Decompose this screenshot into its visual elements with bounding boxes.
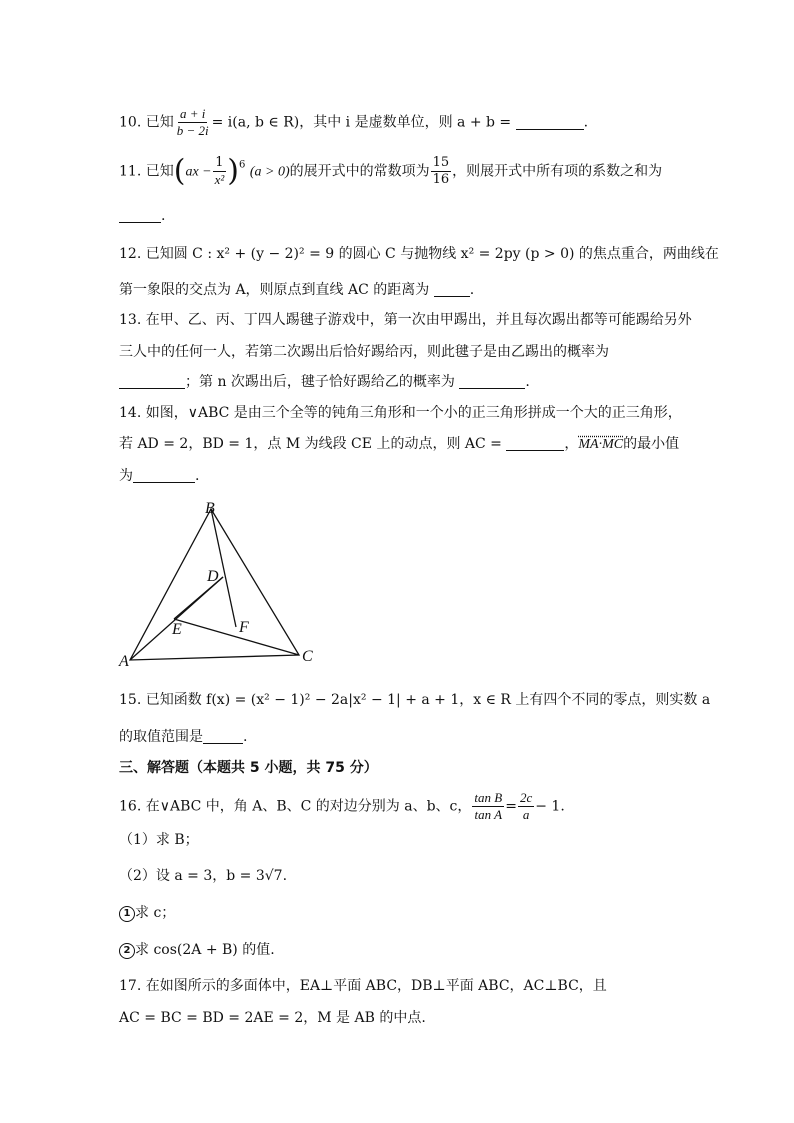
q14-text2c: 的最小值 <box>623 436 680 452</box>
q17-number: 17. <box>119 978 142 994</box>
q12-number: 12. <box>119 246 142 262</box>
q10-frac-num: a + i <box>179 106 206 121</box>
q14-line2 <box>119 434 679 455</box>
q13-answer-blank-1[interactable] <box>119 374 185 389</box>
triangle-figure <box>110 495 330 675</box>
label-d: D <box>207 568 219 585</box>
q11-inner-num: 1 <box>215 155 224 170</box>
q13-text1: 在甲、乙、丙、丁四人踢毽子游戏中，第一次由甲踢出，并且每次踢出都等可能踢给另外 <box>145 312 692 328</box>
q16-sub2 <box>119 940 275 960</box>
q14-answer-blank-2[interactable] <box>133 468 195 483</box>
q16-ratio-fraction <box>518 790 534 823</box>
q15-line1 <box>119 690 710 710</box>
q10-frac-den: b − 2i <box>176 123 209 138</box>
label-b: B <box>205 500 215 517</box>
q10 <box>119 106 588 139</box>
q13-text3: ；第 n 次踢出后，毽子恰好踢给乙的概率为 <box>185 374 455 390</box>
q11-inner-fraction <box>213 155 227 188</box>
circled-number-2: 2 <box>119 943 135 959</box>
q10-mid: = i(a, b ∈ R)，其中 i 是虚数单位，则 a + b = <box>211 114 512 131</box>
q10-fraction <box>175 106 211 139</box>
q13-number: 13. <box>119 312 142 328</box>
q13-answer-blank-2[interactable] <box>459 374 525 389</box>
q14-line3 <box>119 466 199 486</box>
q16-sub1 <box>119 903 175 923</box>
q11-value-fraction <box>431 155 452 188</box>
q14-answer-blank-1[interactable] <box>506 436 564 451</box>
q16-ratio-den: a <box>522 807 530 822</box>
q15-line2 <box>119 727 247 747</box>
q14-vector-product: MA·MC <box>578 437 624 452</box>
label-f: F <box>239 619 249 636</box>
q12-line1 <box>119 244 719 264</box>
q11-answer-line <box>119 206 165 226</box>
q12-text2: 第一象限的交点为 A，则原点到直线 AC 的距离为 <box>119 282 430 298</box>
q13-text2: 三人中的任何一人，若第二次踢出后恰好踢给丙，则此毽子是由乙踢出的概率为 <box>119 344 609 360</box>
q16-eq: = <box>505 798 517 815</box>
q17-line2: AC = BC = BD = 2AE = 2，M 是 AB 的中点. <box>119 1010 426 1026</box>
q11-paren-a: ax − <box>185 164 212 180</box>
q13-line3 <box>119 372 530 392</box>
q16-number: 16. <box>119 798 142 815</box>
q16-part1: （1）求 B； <box>119 832 199 848</box>
q11-exponent: 6 <box>239 159 246 171</box>
q10-prefix: 已知 <box>145 114 174 131</box>
q13-line1 <box>119 310 692 330</box>
label-c: C <box>302 648 313 665</box>
q14-text2b: ， <box>564 436 579 452</box>
q13-end: . <box>525 374 530 390</box>
q14-line1 <box>119 403 682 423</box>
q12-answer-blank[interactable] <box>434 282 470 297</box>
q14-end: . <box>195 468 200 484</box>
q16-tan-num: tan B <box>474 790 503 805</box>
q12-text1: 已知圆 C : x² + (y − 2)² = 9 的圆心 C 与抛物线 x² = 2py (p > 0) 的焦点重合，两曲线在 <box>145 246 719 262</box>
q16-tan-fraction <box>472 790 504 823</box>
q16-stem <box>119 790 565 823</box>
q14-text3: 为 <box>119 468 133 484</box>
q14-text2a: 若 AD = 2，BD = 1，点 M 为线段 CE 上的动点，则 AC = <box>119 436 502 452</box>
label-e: E <box>172 621 182 638</box>
q15-number: 15. <box>119 692 142 708</box>
q15-text2: 的取值范围是 <box>119 729 203 745</box>
q16-ratio-num: 2c <box>519 790 533 805</box>
circled-number-1: 1 <box>119 906 135 922</box>
q15-end: . <box>243 729 248 745</box>
q11-condition: (a > 0) <box>249 164 290 180</box>
q11-value-num: 15 <box>432 155 450 170</box>
q11-number: 11. <box>119 163 142 180</box>
q12-end: . <box>469 282 475 298</box>
q10-number: 10. <box>119 114 142 131</box>
q16-sub2-text: 求 cos(2A + B) 的值. <box>135 942 275 958</box>
q13-line2 <box>119 342 609 362</box>
q16-tail: − 1. <box>535 798 565 815</box>
q16-sub1-text: 求 c； <box>135 905 176 921</box>
q15-answer-blank[interactable] <box>203 729 243 744</box>
q11-prefix: 已知 <box>145 163 174 180</box>
q14-number: 14. <box>119 405 142 421</box>
q11-answer-blank[interactable] <box>119 208 161 223</box>
q14-text1: 如图，∨ABC 是由三个全等的钝角三角形和一个小的正三角形拼成一个大的正三角形， <box>145 405 682 421</box>
q16-tan-den: tan A <box>474 807 503 822</box>
q10-answer-blank[interactable] <box>516 115 584 130</box>
q11-end: . <box>161 208 166 224</box>
q11-tail: ，则展开式中所有项的系数之和为 <box>452 163 663 180</box>
q17-line1 <box>119 976 607 996</box>
q11-mid: 的展开式中的常数项为 <box>289 163 430 180</box>
label-a: A <box>119 653 129 670</box>
q11-inner-den: x² <box>214 172 225 187</box>
q10-end: . <box>583 114 589 131</box>
q17-text1: 在如图所示的多面体中，EA⊥平面 ABC，DB⊥平面 ABC，AC⊥BC，且 <box>145 978 607 994</box>
q11-value-den: 16 <box>432 172 450 187</box>
q12-line2 <box>119 280 474 300</box>
q16-part2: （2）设 a = 3，b = 3√7. <box>119 868 288 884</box>
q11: 11. 已知(ax − $\frac{1}{\text{x²}}$ )$^6$ (a > 0)的展开式中的常数项为 $\frac{15}{16}$ ，则展开式中所有项的系数之和为 <box>119 153 663 189</box>
section3-title: 三、解答题（本题共 5 小题，共 75 分） <box>119 760 378 776</box>
q15-text1: 已知函数 f(x) = (x² − 1)² − 2a|x² − 1| + a + 1，x ∈ R 上有四个不同的零点，则实数 a <box>145 692 711 708</box>
q16-text: 在∨ABC 中，角 A、B、C 的对边分别为 a、b、c， <box>145 798 472 815</box>
